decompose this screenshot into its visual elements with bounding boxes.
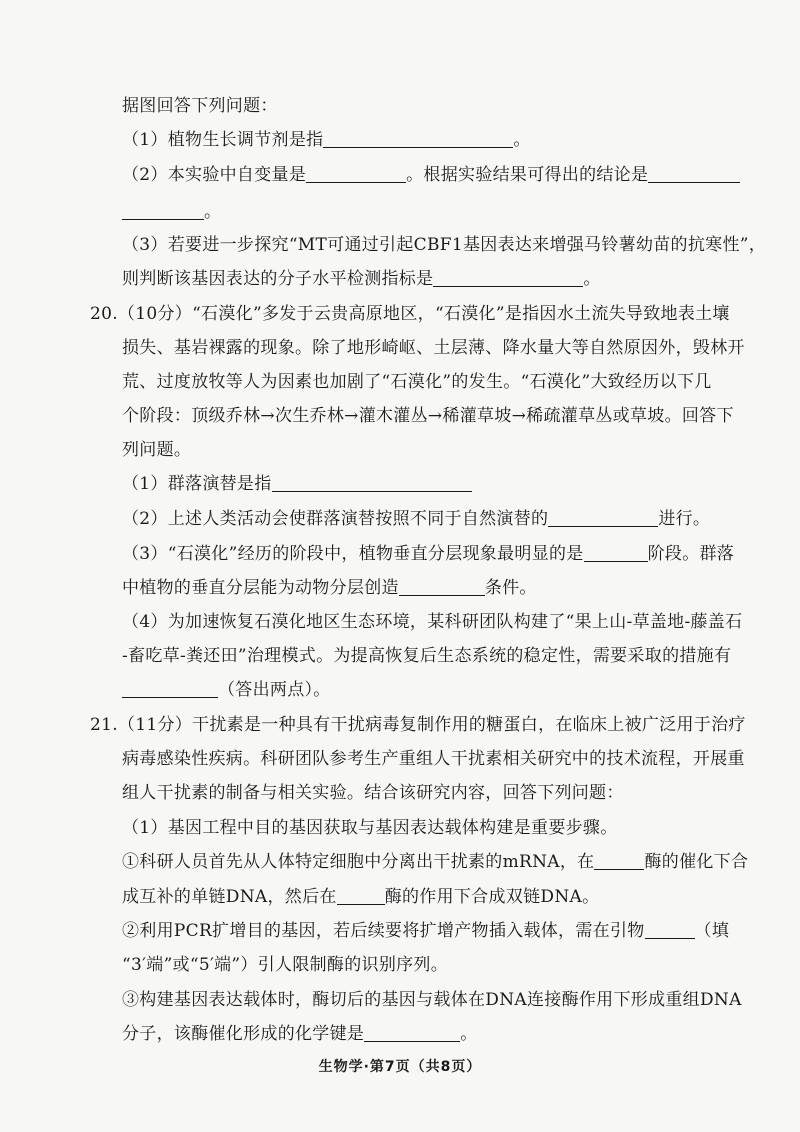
q19-part1-text: （1）植物生长调节剂是指 <box>122 130 324 150</box>
q21-part1a-line2 <box>122 885 599 909</box>
q20-stem-line4 <box>122 404 734 428</box>
q21-part1b-end: “3′端”或“5′端”）引人限制酶的识别序列。 <box>122 955 449 975</box>
q21-part1a-end: 酶的作用下合成双链DNA。 <box>384 887 600 907</box>
q21-stem-text: 21.（11分）干扰素是一种具有干扰病毒复制作用的糖蛋白，在临床上被广泛用于治疗 <box>90 715 746 735</box>
q21-part1-text: （1）基因工程中目的基因获取与基因表达载体构建是重要步骤。 <box>122 818 618 838</box>
page-footer <box>0 1056 800 1076</box>
q20-part2-text: （2）上述人类活动会使群落演替按照不同于自然演替的 <box>122 509 549 529</box>
q20-part4-line2 <box>122 644 731 668</box>
q21-part1c-end: 。 <box>460 1024 478 1044</box>
answer-blank[interactable] <box>272 473 472 492</box>
answer-blank[interactable] <box>648 164 740 183</box>
q21-part1b <box>122 919 729 943</box>
q20-stem-text: 损失、基岩裸露的现象。除了地形崎岖、土层薄、降水量大等自然原因外，毁林开 <box>122 338 745 358</box>
answer-blank[interactable] <box>433 268 583 287</box>
q19-part1 <box>122 128 531 152</box>
q20-stem-text: 20.（10分）“石漠化”多发于云贵高原地区，“石漠化”是指因水土流失导致地表土壤 <box>90 304 730 324</box>
answer-blank[interactable] <box>122 201 204 220</box>
answer-blank[interactable] <box>364 1023 460 1042</box>
answer-blank[interactable] <box>584 543 648 562</box>
q21-stem-line1 <box>90 713 746 737</box>
q19-part3 <box>122 233 766 257</box>
answer-blank[interactable] <box>399 577 485 596</box>
answer-blank[interactable] <box>323 129 513 148</box>
q20-part3-text: （3）“石漠化”经历的阶段中，植物垂直分层现象最明显的是 <box>122 544 584 564</box>
q21-part1a-text-c: 成互补的单链DNA，然后在 <box>122 887 337 907</box>
q21-part1 <box>122 816 618 840</box>
answer-blank[interactable] <box>594 851 644 870</box>
q21-stem-text: 病毒感染性疾病。科研团队参考生产重组人干扰素相关研究中的技术流程，开展重 <box>122 749 745 769</box>
q21-part1a <box>122 850 748 874</box>
q21-part1b-text: ②利用PCR扩增目的基因，若后续要将扩增产物插入载体，需在引物 <box>122 921 645 941</box>
q20-part4-line3 <box>122 678 331 702</box>
q21-part1c <box>122 988 742 1012</box>
q19-part3-line2 <box>122 267 601 291</box>
answer-blank[interactable] <box>122 679 218 698</box>
q20-stem-text: 荒、过度放牧等人为因素也加剧了“石漠化”的发生。“石漠化”大致经历以下几 <box>122 372 712 392</box>
answer-blank[interactable] <box>337 886 385 905</box>
q20-part4-text: （4）为加速恢复石漠化地区生态环境，某科研团队构建了“果上山-草盖地-藤盖石 <box>122 612 743 632</box>
q20-part1-text: （1）群落演替是指 <box>122 474 272 494</box>
q20-part2-end: 进行。 <box>658 509 711 529</box>
q19-part2-line2 <box>122 200 221 224</box>
answer-blank[interactable] <box>645 920 695 939</box>
q21-stem-line2 <box>122 747 745 771</box>
q20-part4-text-b: -畜吃草-粪还田”治理模式。为提高恢复后生态系统的稳定性，需要采取的措施有 <box>122 646 732 666</box>
q21-part1a-text-b: 酶的催化下合 <box>644 852 749 872</box>
answer-blank[interactable] <box>306 164 406 183</box>
q20-stem-line2 <box>122 336 745 360</box>
q20-part2 <box>122 507 710 531</box>
q20-part3-text-b: 阶段。群落 <box>647 544 735 564</box>
q21-stem-text: 组人干扰素的制备与相关实验。结合该研究内容，回答下列问题： <box>122 783 624 803</box>
q20-part3-line2 <box>122 576 537 600</box>
q20-stem-line3 <box>122 370 712 394</box>
q19-part2 <box>122 163 740 187</box>
q19-part3-text: （3）若要进一步探究“MT可通过引起CBF1基因表达来增强马铃薯幼苗的抗寒性”， <box>122 235 767 255</box>
q19-part3-text-b: 则判断该基因表达的分子水平检测指标是 <box>122 269 434 289</box>
q19-intro-text: 据图回答下列问题： <box>122 96 278 116</box>
q19-part3-end: 。 <box>583 269 601 289</box>
q19-part1-end: 。 <box>513 130 531 150</box>
q20-part3-end: 条件。 <box>484 578 537 598</box>
q20-stem-line1 <box>90 302 730 326</box>
page-footer-text: 生物学·第7页（共8页） <box>318 1059 482 1075</box>
q21-part1c-line2 <box>122 1022 478 1046</box>
q21-part1c-text-b: 分子，该酶催化形成的化学键是 <box>122 1024 365 1044</box>
q19-part2-end: 。 <box>204 202 222 222</box>
q21-part1b-text-b: （填 <box>694 921 730 941</box>
q21-part1c-text: ③构建基因表达载体时，酶切后的基因与载体在DNA连接酶作用下形成重组DNA <box>122 990 742 1010</box>
q21-part1a-text: ①科研人员首先从人体特定细胞中分离出干扰素的mRNA，在 <box>122 852 595 872</box>
q19-part2-text: （2）本实验中自变量是 <box>122 165 307 185</box>
q21-stem-line3 <box>122 781 624 805</box>
q20-stem-text: 列问题。 <box>122 440 192 460</box>
q20-part3 <box>122 542 734 566</box>
q20-part1 <box>122 472 472 496</box>
answer-blank[interactable] <box>548 508 658 527</box>
q20-stem-text: 个阶段：顶级乔林→次生乔林→灌木灌丛→稀灌草坡→稀疏灌草丛或草坡。回答下 <box>122 406 734 426</box>
q20-part4-end: （答出两点）。 <box>218 680 331 700</box>
q19-part2-text-b: 。根据实验结果可得出的结论是 <box>406 165 649 185</box>
q20-part3-text-c: 中植物的垂直分层能为动物分层创造 <box>122 578 399 598</box>
q20-stem-line5 <box>122 438 191 462</box>
q21-part1b-line2 <box>122 953 448 977</box>
q20-part4 <box>122 610 742 634</box>
q19-intro <box>122 94 278 118</box>
